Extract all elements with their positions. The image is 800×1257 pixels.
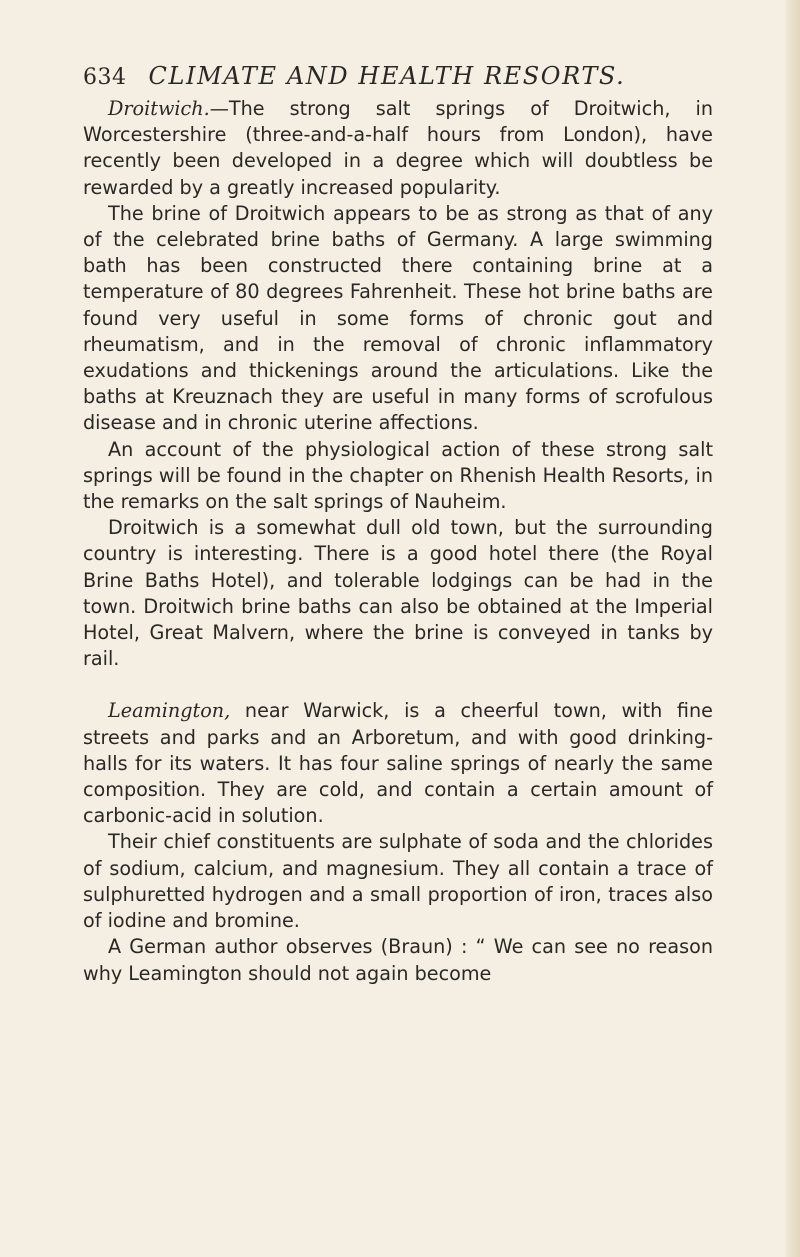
paragraph-droitwich-town: Droitwich is a somewhat dull old town, but the surrounding country is interesting. There is a good hotel there (the Royal Brine Baths Hotel), and tolerable lodgings can be had in the town. Droitwich brine baths can also be obtained at the Imperial Hotel, Great Malvern, where the brine is conveyed in tanks by rail. bbox=[83, 516, 713, 671]
paragraph-german-author: A German author observes (Braun) : “ We can see no reason why Leamington should not again become bbox=[83, 935, 713, 985]
section-title-leamington: Leamington, bbox=[108, 699, 231, 723]
running-title: CLIMATE AND HEALTH RESORTS. bbox=[148, 62, 626, 90]
page-edge-shadow bbox=[786, 0, 800, 1257]
paragraph-physiological-action: An account of the physiological action of these strong salt springs will be found in the chapter on Rhenish Health Resorts, in the remarks on the salt springs of Nauheim. bbox=[83, 437, 713, 514]
paragraph-constituents: Their chief constituents are sulphate of soda and the chlorides of sodium, calcium, and magnesium. They all contain a trace of sulphuretted hydrogen and a small proportion of iron, traces also of iodine and bromine. bbox=[83, 830, 713, 933]
page-number: 634 bbox=[83, 65, 127, 90]
paragraph-brine: The brine of Droitwich appears to be as strong as that of any of the celebrated brine baths of Germany. A large swimming bath has been constructed there containing brine at a temperature of 80 degrees Fahrenheit. These hot brine baths are found very useful in some forms of chronic gout and rheumatism, and in the removal of chronic inflammatory exudations and thickenings around the articulations. Like the baths at Kreuznach they are useful in many forms of scrofulous disease and in chronic uterine affections. bbox=[83, 201, 713, 435]
paragraph-droitwich-intro bbox=[83, 96, 713, 201]
paragraph-leamington-intro bbox=[83, 698, 713, 829]
body-text bbox=[83, 96, 713, 987]
running-header bbox=[83, 62, 703, 90]
paragraph-text: —The strong salt springs of Droitwich, in Worcestershire (three-and-a-half hours from London), have recently been developed in a degree which will doubtless be rewarded by a greatly increased popularity. bbox=[83, 97, 713, 199]
paragraph-text: near Warwick, is a cheerful town, with fine streets and parks and an Arboretum, and with good drinking-halls for its waters. It has four saline springs of nearly the same composition. They are cold, and contain a certain amount of carbonic-acid in solution. bbox=[83, 699, 713, 828]
section-title-droitwich: Droitwich. bbox=[108, 97, 210, 120]
